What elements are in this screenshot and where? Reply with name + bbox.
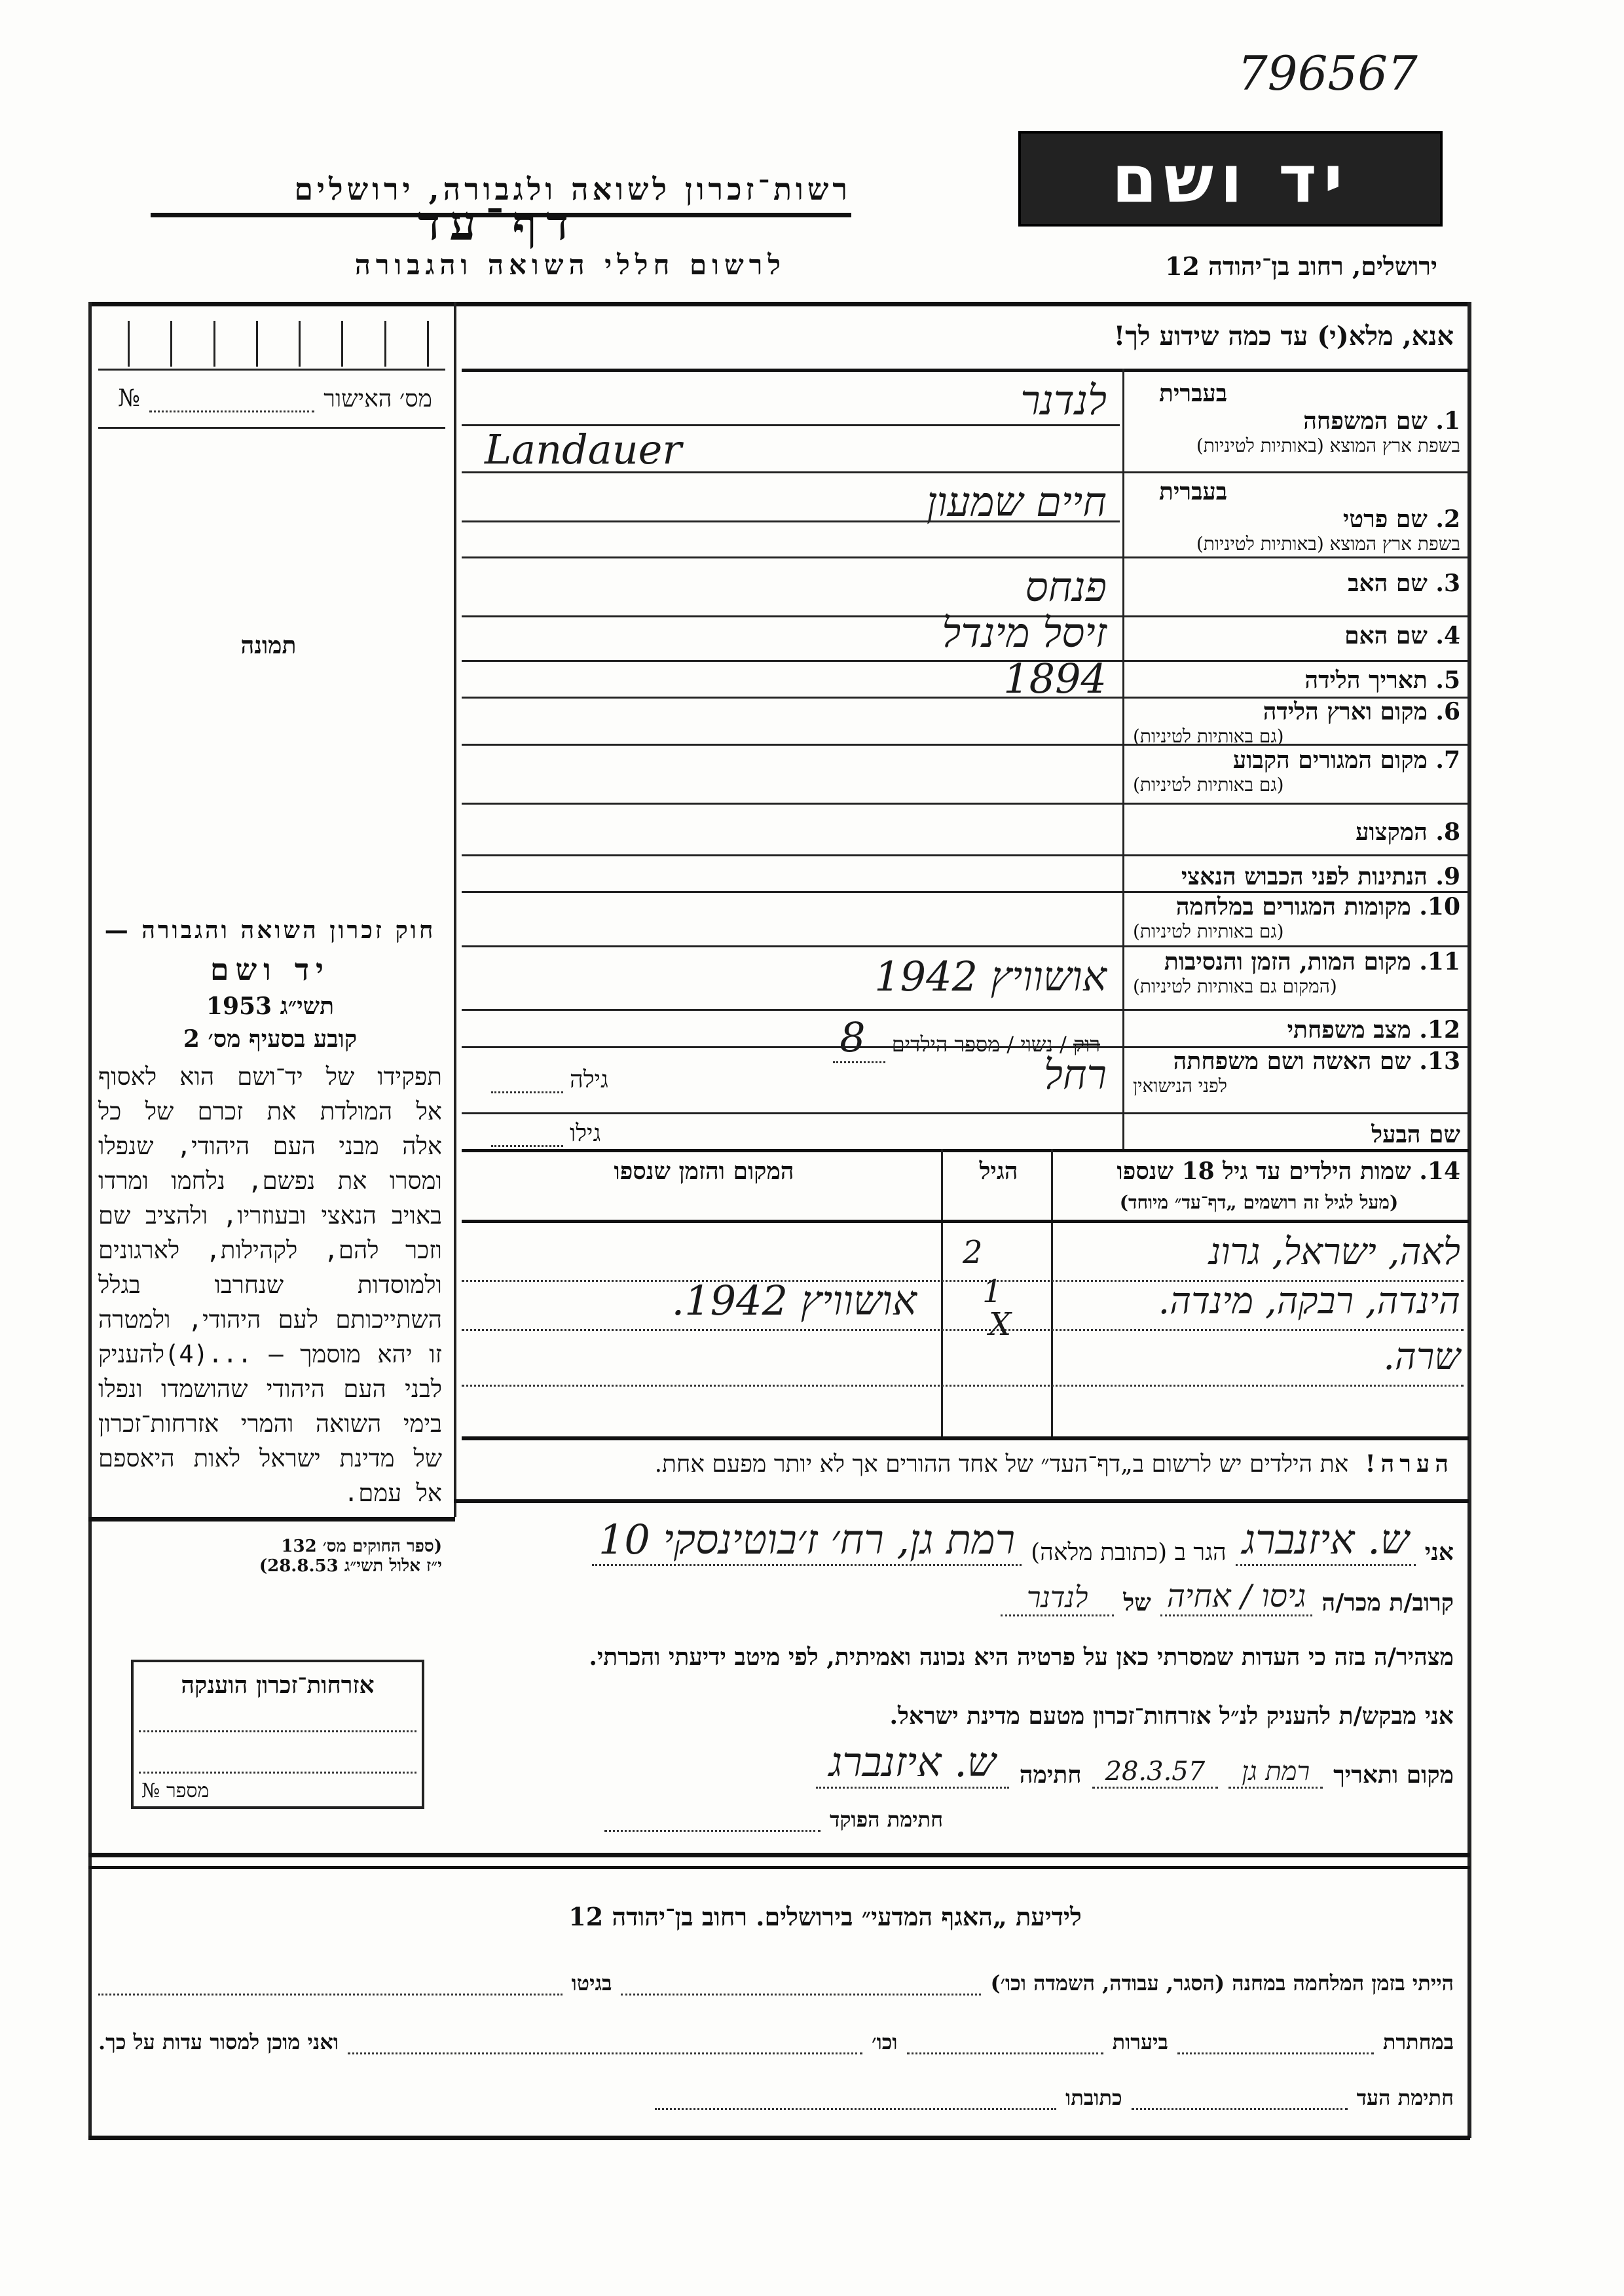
witness-address-field[interactable] xyxy=(655,2108,1056,2110)
row-residence-label: 7. מקום המגורים הקבוע (גם באותיות לטיניות) xyxy=(1133,746,1460,795)
birth-date-value[interactable]: 1894 xyxy=(1003,655,1107,702)
law-clause: קובע בסעיף מס׳ 2 xyxy=(183,1025,358,1053)
photo-label: תמונה xyxy=(240,632,297,659)
children-place-header: המקום והזמן שנספו xyxy=(614,1157,794,1185)
children-place-time[interactable]: אושוויץ 1942. xyxy=(671,1277,917,1324)
row-husband-name-label: שם הבעל xyxy=(1371,1121,1460,1148)
children-header: 14. שמות הילדים עד גיל 18 שנספו (מעל לגיל זה רושמים „דף־עד״ מיוחד) xyxy=(1116,1157,1460,1213)
family-name-hebrew-value[interactable]: לנדנר xyxy=(1020,376,1107,424)
row-nationality-label: 9. הנתינות לפני הכבוש הנאצי xyxy=(1181,863,1460,890)
declaration-text: מצהיר/ה בזה כי העדות שמסרתי כאן על פרטיה היא נכונה ואמיתית, לפי מיטב ידיעתי והכרתי. xyxy=(589,1643,1454,1671)
row-father-name-label: 3. שם האב xyxy=(1348,570,1460,597)
child-name-1[interactable]: לאה, ישראל, גרונ xyxy=(1209,1231,1460,1273)
witness-line-2: במחתרת ביערות וכו׳ ואני מוכן למסור עדות על כך. xyxy=(98,2030,1454,2054)
instruction: אנא, מלא(י) עד כמה שידוע לך! xyxy=(1113,321,1454,352)
warning-title: הערה! xyxy=(1365,1450,1454,1478)
single-option[interactable]: רוק xyxy=(1073,1032,1100,1057)
row-wife-name-label: 13. שם האשה ושם משפחתה לפני הנישואין xyxy=(1133,1048,1460,1097)
org-name: רשות־זכרון לשואה ולגבורה, ירושלים xyxy=(294,172,851,207)
child-age-3[interactable]: X xyxy=(989,1306,1012,1343)
law-year: תשי״ג 1953 xyxy=(206,993,335,1020)
form-title: דף־עד xyxy=(417,195,578,251)
citizenship-number-label: מספר № xyxy=(141,1779,210,1802)
row-profession-label: 8. המקצוע xyxy=(1356,818,1460,846)
frame-top xyxy=(88,302,1470,306)
numero-symbol: № xyxy=(118,385,141,412)
witness-line-1: הייתי בזמן המלחמה במחנה (הסגר, עבודה, השמדה וכו׳) בגיטו xyxy=(98,1971,1454,1995)
witness-line-3: חתימת העד כתובתו xyxy=(655,2085,1454,2110)
declarant-address[interactable]: רמת גן, רח׳ ז׳בוטינסקי 10 xyxy=(592,1516,1022,1566)
mother-name-value[interactable]: זיסל מינדל xyxy=(942,609,1107,657)
row-death-label: 11. מקום המות, הזמן והנסיבות (המקום גם באותיות לטיניות) xyxy=(1133,948,1460,997)
row-mother-name-label: 4. שם האם xyxy=(1344,622,1460,649)
logo-text: יד ושם xyxy=(1111,140,1350,217)
first-name-hebrew-value[interactable]: חיים שמעון xyxy=(926,478,1107,526)
yad-vashem-logo xyxy=(1018,131,1443,227)
children-age-header: הגיל xyxy=(979,1157,1018,1185)
signature-value[interactable]: ש. איזנברג xyxy=(816,1738,1009,1789)
relation-line: קרוב/ת מכר/ה גיסו / אחיה של לנדנר xyxy=(655,1578,1454,1616)
declarant-name[interactable]: ש. איזנברג xyxy=(1236,1516,1416,1566)
label-column-divider xyxy=(1122,369,1124,1149)
row-marital-status-label: 12. מצב משפחתי xyxy=(1287,1016,1460,1044)
law-excerpt xyxy=(98,917,442,1576)
address: ירושלים, רחוב בן־יהודה 12 xyxy=(1165,251,1437,281)
wife-name-value[interactable]: רחל xyxy=(1043,1051,1107,1099)
declarant-line: אני ש. איזנברג הגר ב (כתובת מלאה) רמת גן, רח׳ ז׳בוטינסקי 10 xyxy=(419,1516,1454,1566)
child-name-3[interactable]: שרה. xyxy=(1383,1336,1460,1378)
memorial-citizenship-box xyxy=(131,1660,424,1809)
citizenship-title: אזרחות־זכרון הוענקה xyxy=(181,1671,375,1699)
ghetto-field[interactable] xyxy=(98,1994,563,1995)
forests-field[interactable] xyxy=(907,2052,1103,2054)
underground-field[interactable] xyxy=(1177,2052,1374,2054)
row-birth-date-label: 5. תאריך הלידה xyxy=(1304,666,1460,694)
row-birth-place-label: 6. מקום וארץ הלידה (גם באותיות לטיניות) xyxy=(1133,698,1460,747)
relation-of-name[interactable]: לנדנר xyxy=(1001,1581,1115,1616)
warning-text: את הילדים יש לרשום ב„דף־העד״ של אחד ההורים אך לא יותר מפעם אחת. xyxy=(654,1451,1349,1478)
child-age-2[interactable]: 1 xyxy=(982,1273,1003,1310)
witness-signature-field[interactable] xyxy=(1132,2108,1348,2110)
wife-age-field[interactable]: גילה xyxy=(491,1066,608,1093)
camp-field[interactable] xyxy=(621,1994,981,1995)
date-value[interactable]: 28.3.57 xyxy=(1092,1757,1219,1789)
law-source-1: (ספר החוקים מס׳ 132 xyxy=(281,1537,442,1556)
scientific-dept-title: לידיעת „האגף המדעי״ בירושלים. רחוב בן־יהודה 12 xyxy=(568,1902,1082,1931)
official-signature-line: חתימת הפוקד xyxy=(471,1807,943,1832)
request-text: אני מבקש/ת להעניק לנ״ל אזרחות־זכרון מטעם מדינת ישראל. xyxy=(889,1702,1454,1730)
law-source-2: י״ז אלול תשי״ג 28.8.53) xyxy=(259,1556,442,1576)
death-place-value[interactable]: אושוויץ 1942 xyxy=(874,953,1107,1000)
certificate-number-field[interactable] xyxy=(118,385,432,412)
left-column-divider xyxy=(454,302,456,1517)
frame-left xyxy=(88,302,92,2138)
child-age-1[interactable]: 2 xyxy=(963,1234,983,1271)
archive-number: 796567 xyxy=(1238,46,1418,101)
warning xyxy=(465,1450,1454,1478)
place-date-signature-line: מקום ותאריך רמת גן 28.3.57 חתימה ש. איזנברג xyxy=(471,1738,1454,1789)
place-value[interactable]: רמת גן xyxy=(1228,1756,1323,1789)
relation-value[interactable]: גיסו / אחיה xyxy=(1160,1578,1313,1616)
row-family-name-label: בעברית 1. שם המשפחה בשפת ארץ המוצא (באותיות לטיניות) xyxy=(1159,380,1460,456)
family-name-latin-value[interactable]: Landauer xyxy=(485,426,682,473)
father-name-value[interactable]: פנחס xyxy=(1025,563,1107,611)
child-name-2[interactable]: הינדה, רבקה, מינדה. xyxy=(1158,1280,1460,1322)
certificate-number-label: מס׳ האישור xyxy=(323,386,432,412)
law-body: תפקידו של יד־ושם הוא לאסוף אל המולדת את זכרם של כל אלה מבני העם היהודי, שנפלו ומסרו את נפשם, נלחמו ומרדו באויב הנאצי ובעוזריו, ולהציב שם וזכר להם, לקהילות, לארגונים ולמוסדות שנחרבו בגלל השתייכותם לעם היהודי, ולמטרה זו יהא מוסמך — ...(4)להעניק לבני העם היהודי שהושמדו ונפלו בימי השואה והמרי אזרחות־זכרון של מדינת ישראל לאות היאספם אל עמם. xyxy=(98,1063,442,1507)
children-count-value[interactable]: 8 xyxy=(833,1013,885,1063)
row-wartime-residence-label: 10. מקומות המגורים במלחמה (גם באותיות לטיניות) xyxy=(1133,893,1460,942)
husband-age-field[interactable]: גילו xyxy=(491,1120,600,1147)
law-name: יד ושם xyxy=(210,952,331,987)
marital-status-options[interactable]: רוק / נשוי / מספר הילדים 8 xyxy=(642,1013,1100,1061)
other-field[interactable] xyxy=(348,2052,862,2054)
row-first-name-label: בעברית 2. שם פרטי בשפת ארץ המוצא (באותיות לטיניות) xyxy=(1159,478,1460,555)
official-signature-field[interactable] xyxy=(604,1807,821,1832)
form-subtitle: לרשום חללי השואה והגבורה xyxy=(354,249,786,281)
law-title: חוק זכרון השואה והגבורה — xyxy=(104,917,436,944)
barcode-boxes xyxy=(128,321,429,367)
